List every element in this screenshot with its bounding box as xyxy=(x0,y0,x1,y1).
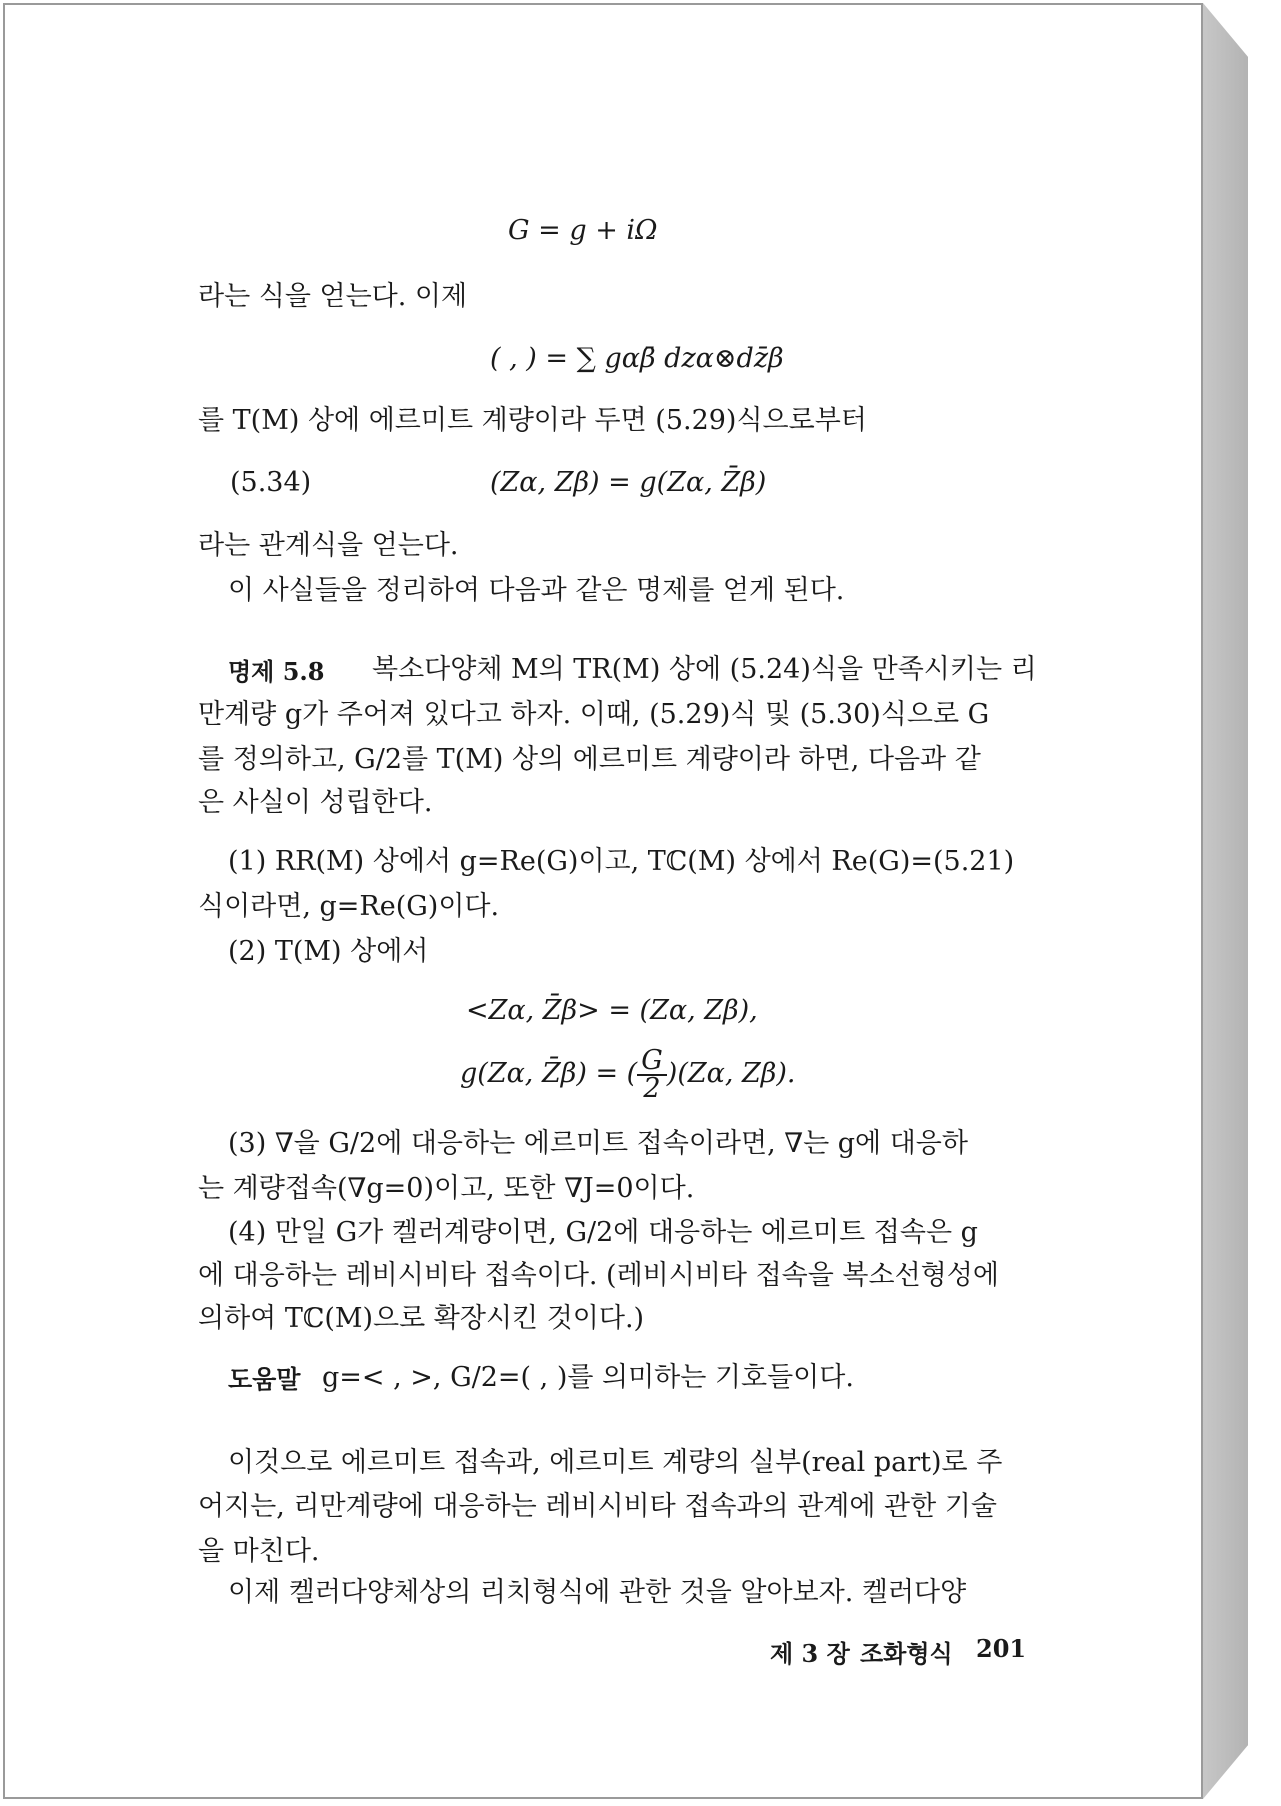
equation-metric: ( , ) = ∑ gαβ̄ dzα⊗dz̄β xyxy=(490,343,784,374)
text-line: (2) T(M) 상에서 xyxy=(228,936,429,967)
text-line: 식이라면, g=Re(G)이다. xyxy=(198,891,500,922)
footer-chapter: 제 3 장 xyxy=(770,1639,850,1668)
note-label: 도움말 xyxy=(228,1365,301,1394)
text-line: (4) 만일 G가 켈러계량이면, G/2에 대응하는 에르미트 접속은 g xyxy=(228,1217,978,1248)
fraction-numerator: G xyxy=(637,1048,667,1076)
text-line: g=< , >, G/2=( , )를 의미하는 기호들이다. xyxy=(322,1362,854,1393)
equation-534: (Zα, Zβ) = g(Zα, Z̄β) xyxy=(490,467,767,498)
equation-g xyxy=(460,1044,796,1104)
proposition-label: 명제 5.8 xyxy=(228,657,325,686)
text-line: 는 계량접속(∇g=0)이고, 또한 ∇J=0이다. xyxy=(198,1173,695,1204)
text-line: 이제 켈러다양체상의 리치형식에 관한 것을 알아보자. 켈러다양 xyxy=(228,1577,967,1608)
text-line: (3) ∇을 G/2에 대응하는 에르미트 접속이라면, ∇는 g에 대응하 xyxy=(228,1128,968,1159)
text-line: 를 정의하고, G/2를 T(M) 상의 에르미트 계량이라 하면, 다음과 같 xyxy=(198,744,981,775)
equation-inner-product: <Zα, Z̄β> = (Zα, Zβ), xyxy=(466,995,758,1026)
text-line: 의하여 Tℂ(M)으로 확장시킨 것이다.) xyxy=(198,1303,645,1334)
equation-g-right: )(Zα, Zβ). xyxy=(666,1058,796,1089)
text-line: 라는 관계식을 얻는다. xyxy=(198,530,459,561)
text-line: 에 대응하는 레비시비타 접속이다. (레비시비타 접속을 복소선형성에 xyxy=(198,1260,999,1291)
fraction-denominator: 2 xyxy=(643,1072,661,1104)
text-line: 복소다양체 M의 TR(M) 상에 (5.24)식을 만족시키는 리 xyxy=(372,654,1037,685)
page-edge-shadow xyxy=(1203,3,1248,1799)
page-number: 201 xyxy=(976,1634,1027,1663)
text-line: 를 T(M) 상에 에르미트 계량이라 두면 (5.29)식으로부터 xyxy=(198,405,867,436)
footer-title: 조화형식 xyxy=(860,1639,953,1668)
equation-G: G = g + iΩ xyxy=(508,215,658,246)
text-line: 만계량 g가 주어져 있다고 하자. 이때, (5.29)식 및 (5.30)식으로 G xyxy=(198,699,990,730)
text-line: (1) RR(M) 상에서 g=Re(G)이고, Tℂ(M) 상에서 Re(G)=(5.21) xyxy=(228,846,1015,877)
equation-number: (5.34) xyxy=(230,467,312,498)
text-line: 어지는, 리만계량에 대응하는 레비시비타 접속과의 관계에 관한 기술 xyxy=(198,1491,997,1522)
text-line: 은 사실이 성립한다. xyxy=(198,787,433,818)
text-line: 이 사실들을 정리하여 다음과 같은 명제를 얻게 된다. xyxy=(228,575,845,606)
text-line: 라는 식을 얻는다. 이제 xyxy=(198,281,468,312)
fraction-G-over-2 xyxy=(637,1044,667,1104)
equation-g-left: g(Zα, Z̄β) = ( xyxy=(460,1058,638,1089)
book-page xyxy=(3,3,1203,1799)
text-line: 을 마친다. xyxy=(198,1536,320,1567)
text-line: 이것으로 에르미트 접속과, 에르미트 계량의 실부(real part)로 주 xyxy=(228,1447,1003,1478)
